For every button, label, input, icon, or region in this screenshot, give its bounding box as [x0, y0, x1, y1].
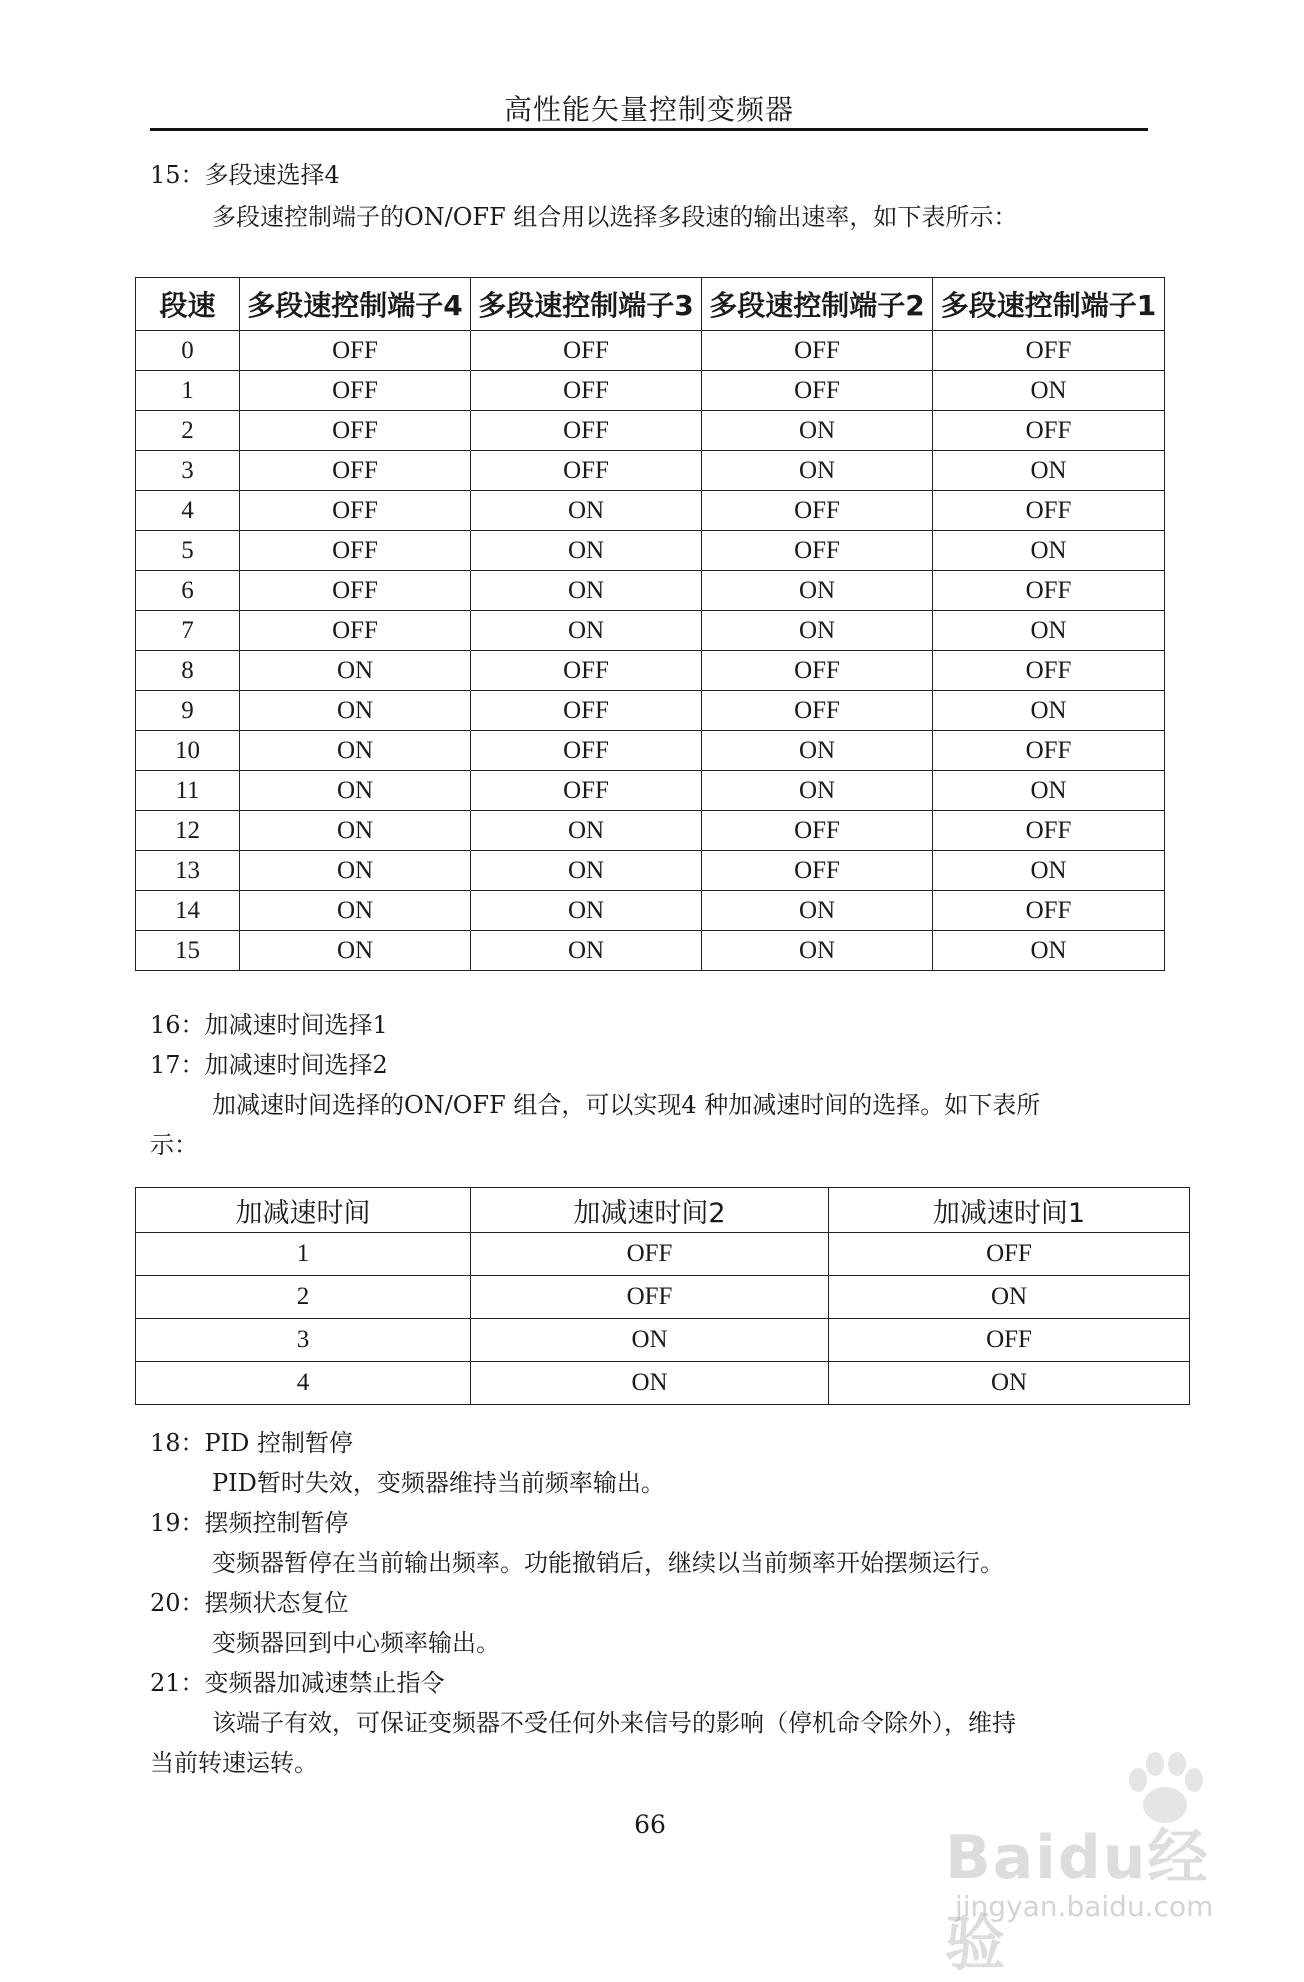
table-row: [136, 771, 1165, 811]
speed-cell: 3: [136, 451, 240, 491]
terminal-cell: ON: [240, 931, 471, 971]
terminal-cell: ON: [240, 891, 471, 931]
table-row: [136, 1276, 1190, 1319]
section-15-desc: 多段速控制端子的ON/OFF 组合用以选择多段速的输出速率，如下表所示：: [212, 203, 1018, 231]
section-19-desc: 变频器暂停在当前输出频率。功能撤销后，继续以当前频率开始摆频运行。: [212, 1549, 1004, 1577]
speed-cell: 11: [136, 771, 240, 811]
section-20-desc: 变频器回到中心频率输出。: [212, 1629, 500, 1657]
table-row: [136, 1362, 1190, 1405]
terminal-cell: OFF: [471, 1276, 829, 1319]
section-21-desc-line2: 当前转速运转。: [150, 1749, 318, 1777]
section-21-title: 21：变频器加减速禁止指令: [150, 1669, 445, 1697]
terminal-cell: OFF: [702, 851, 933, 891]
terminal-cell: ON: [829, 1362, 1190, 1405]
terminal-cell: OFF: [240, 531, 471, 571]
terminal-cell: ON: [240, 731, 471, 771]
terminal-cell: OFF: [471, 451, 702, 491]
speed-cell: 2: [136, 411, 240, 451]
terminal-cell: ON: [933, 451, 1165, 491]
terminal-cell: OFF: [240, 571, 471, 611]
terminal-cell: ON: [933, 611, 1165, 651]
speed-cell: 4: [136, 491, 240, 531]
header-rule: [150, 128, 1148, 131]
section-17-title: 17：加减速时间选择2: [150, 1051, 388, 1079]
section-20-title: 20：摆频状态复位: [150, 1589, 349, 1617]
section-17-desc-line1: 加减速时间选择的ON/OFF 组合，可以实现4 种加减速时间的选择。如下表所: [212, 1091, 1041, 1119]
section-16-title: 16：加减速时间选择1: [150, 1011, 388, 1039]
terminal-cell: OFF: [702, 491, 933, 531]
terminal-cell: ON: [240, 811, 471, 851]
terminal-cell: ON: [933, 771, 1165, 811]
terminal-cell: ON: [471, 491, 702, 531]
table-row: [136, 891, 1165, 931]
speed-table-header: 多段速控制端子1: [933, 278, 1165, 331]
accel-table-header: 加减速时间: [136, 1188, 471, 1233]
terminal-cell: ON: [702, 571, 933, 611]
terminal-cell: ON: [471, 611, 702, 651]
table-row: [136, 611, 1165, 651]
terminal-cell: ON: [702, 891, 933, 931]
accel-time-cell: 4: [136, 1362, 471, 1405]
terminal-cell: ON: [829, 1276, 1190, 1319]
terminal-cell: ON: [471, 1319, 829, 1362]
speed-cell: 7: [136, 611, 240, 651]
terminal-cell: OFF: [933, 571, 1165, 611]
terminal-cell: ON: [933, 691, 1165, 731]
terminal-cell: OFF: [240, 451, 471, 491]
terminal-cell: OFF: [702, 331, 933, 371]
terminal-cell: ON: [702, 611, 933, 651]
terminal-cell: ON: [240, 851, 471, 891]
terminal-cell: OFF: [702, 371, 933, 411]
terminal-cell: ON: [933, 931, 1165, 971]
terminal-cell: OFF: [471, 651, 702, 691]
accel-time-cell: 3: [136, 1319, 471, 1362]
speed-cell: 8: [136, 651, 240, 691]
terminal-cell: OFF: [702, 691, 933, 731]
terminal-cell: OFF: [933, 731, 1165, 771]
terminal-cell: OFF: [702, 811, 933, 851]
terminal-cell: OFF: [240, 371, 471, 411]
table-row: [136, 531, 1165, 571]
terminal-cell: ON: [702, 771, 933, 811]
accel-table-header: 加减速时间1: [829, 1188, 1190, 1233]
terminal-cell: ON: [471, 851, 702, 891]
terminal-cell: OFF: [240, 491, 471, 531]
speed-cell: 15: [136, 931, 240, 971]
section-15-title: 15：多段速选择4: [150, 161, 340, 189]
accel-time-cell: 2: [136, 1276, 471, 1319]
section-18-title: 18：PID 控制暂停: [150, 1429, 354, 1457]
speed-table-header: 多段速控制端子2: [702, 278, 933, 331]
terminal-cell: ON: [240, 691, 471, 731]
table-row: [136, 851, 1165, 891]
baidu-watermark: [920, 1750, 1260, 1979]
table-row: [136, 1233, 1190, 1276]
terminal-cell: OFF: [240, 411, 471, 451]
speed-table-header: 多段速控制端子4: [240, 278, 471, 331]
watermark-url: jingyan.baidu.com: [955, 1890, 1214, 1923]
terminal-cell: OFF: [471, 691, 702, 731]
terminal-cell: ON: [933, 371, 1165, 411]
terminal-cell: OFF: [702, 651, 933, 691]
terminal-cell: OFF: [471, 731, 702, 771]
terminal-cell: OFF: [829, 1233, 1190, 1276]
terminal-cell: ON: [240, 771, 471, 811]
section-17-desc-line2: 示：: [150, 1131, 198, 1159]
terminal-cell: ON: [702, 451, 933, 491]
table-row: [136, 811, 1165, 851]
accel-time-cell: 1: [136, 1233, 471, 1276]
table-row: [136, 411, 1165, 451]
terminal-cell: ON: [471, 891, 702, 931]
speed-cell: 5: [136, 531, 240, 571]
table-row: [136, 451, 1165, 491]
terminal-cell: ON: [471, 1362, 829, 1405]
accel-table-header: 加减速时间2: [471, 1188, 829, 1233]
terminal-cell: OFF: [933, 411, 1165, 451]
speed-cell: 12: [136, 811, 240, 851]
accel-time-table: [135, 1187, 1190, 1405]
table-row: [136, 571, 1165, 611]
table-row: [136, 491, 1165, 531]
watermark-logo: Baidu经验: [945, 1823, 1210, 1979]
terminal-cell: OFF: [702, 531, 933, 571]
table-row: [136, 371, 1165, 411]
terminal-cell: OFF: [933, 651, 1165, 691]
terminal-cell: OFF: [933, 811, 1165, 851]
table-row: [136, 731, 1165, 771]
terminal-cell: OFF: [829, 1319, 1190, 1362]
terminal-cell: OFF: [933, 491, 1165, 531]
terminal-cell: OFF: [933, 891, 1165, 931]
table-row: [136, 331, 1165, 371]
terminal-cell: OFF: [471, 1233, 829, 1276]
speed-cell: 0: [136, 331, 240, 371]
speed-cell: 6: [136, 571, 240, 611]
page-number: 66: [634, 1810, 666, 1839]
accel-table-header-row: [136, 1188, 1190, 1233]
speed-cell: 14: [136, 891, 240, 931]
table-row: [136, 691, 1165, 731]
terminal-cell: OFF: [471, 771, 702, 811]
terminal-cell: ON: [933, 531, 1165, 571]
terminal-cell: ON: [471, 931, 702, 971]
terminal-cell: OFF: [933, 331, 1165, 371]
table-row: [136, 1319, 1190, 1362]
terminal-cell: ON: [471, 571, 702, 611]
terminal-cell: OFF: [240, 611, 471, 651]
speed-table-header: 多段速控制端子3: [471, 278, 702, 331]
table-row: [136, 931, 1165, 971]
terminal-cell: ON: [702, 731, 933, 771]
section-19-title: 19：摆频控制暂停: [150, 1509, 349, 1537]
speed-cell: 13: [136, 851, 240, 891]
terminal-cell: ON: [471, 811, 702, 851]
speed-cell: 1: [136, 371, 240, 411]
terminal-cell: ON: [933, 851, 1165, 891]
terminal-cell: OFF: [471, 371, 702, 411]
terminal-cell: ON: [702, 931, 933, 971]
terminal-cell: ON: [240, 651, 471, 691]
terminal-cell: ON: [471, 531, 702, 571]
terminal-cell: OFF: [471, 331, 702, 371]
terminal-cell: OFF: [471, 411, 702, 451]
terminal-cell: OFF: [240, 331, 471, 371]
page-header-title: 高性能矢量控制变频器: [503, 93, 794, 126]
speed-cell: 10: [136, 731, 240, 771]
table-row: [136, 651, 1165, 691]
section-18-desc: PID暂时失效，变频器维持当前频率输出。: [212, 1469, 665, 1497]
terminal-cell: ON: [702, 411, 933, 451]
speed-table-header-row: [136, 278, 1165, 331]
section-21-desc-line1: 该端子有效，可保证变频器不受任何外来信号的影响（停机命令除外），维持: [212, 1709, 1016, 1737]
speed-cell: 9: [136, 691, 240, 731]
speed-table: [135, 277, 1165, 971]
speed-table-header: 段速: [136, 278, 240, 331]
